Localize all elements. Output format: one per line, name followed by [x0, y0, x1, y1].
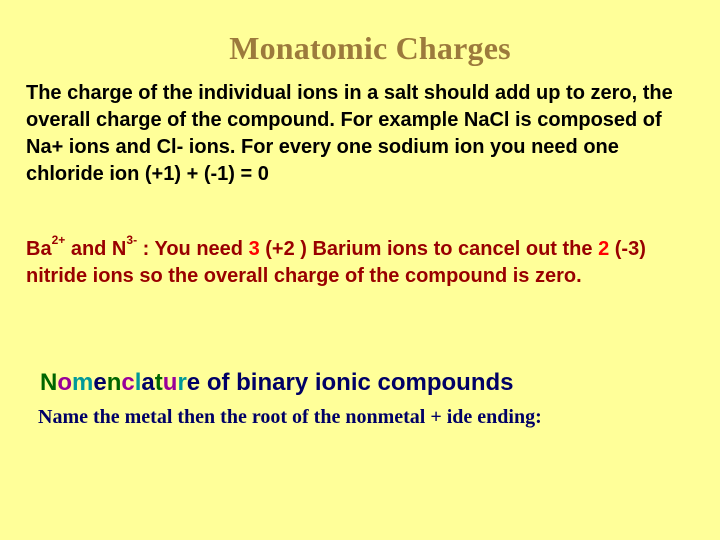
- nomenclature-letter: o: [57, 369, 73, 396]
- nomenclature-letter: e: [186, 369, 201, 396]
- nomenclature-letter: r: [177, 369, 187, 396]
- nomenclature-word: [40, 369, 200, 396]
- nomenclature-rest: of binary ionic compounds: [200, 369, 514, 396]
- nitride-count: 2: [598, 238, 610, 260]
- nomenclature-letter: t: [154, 369, 163, 396]
- paragraph-charge-balance: The charge of the individual ions in a salt should add up to zero, the overall charge of the compound. For example NaCl is composed of Na+ ions and Cl- ions. For every one sodium ion you need one chloride ion (+1) + (-1) = 0: [26, 82, 673, 185]
- nomenclature-letter: l: [134, 369, 142, 396]
- nitrogen-charge: 3-: [126, 233, 138, 247]
- slide-title: Monatomic Charges: [229, 30, 511, 66]
- nomenclature-letter: n: [106, 369, 122, 396]
- nomenclature-letter: c: [121, 369, 135, 396]
- barium-charge: 2+: [51, 233, 66, 247]
- naming-rule: Name the metal then the root of the nonmetal + ide ending:: [38, 406, 542, 428]
- barium-count: 3: [248, 238, 260, 260]
- need-text: : You need: [137, 238, 249, 260]
- nomenclature-heading: [40, 369, 720, 397]
- paragraph-barium-nitride: [26, 233, 696, 290]
- cancel-text: (+2 ) Barium ions to cancel out the: [259, 238, 599, 260]
- nomenclature-letter: N: [40, 369, 58, 396]
- end-text: (-3) nitride ions so the overall charge of the compound is zero.: [26, 238, 646, 287]
- barium-symbol: Ba: [26, 238, 52, 260]
- nomenclature-letter: a: [141, 369, 155, 396]
- nomenclature-letter: m: [72, 369, 94, 396]
- and-nitrogen-text: and N: [65, 238, 127, 260]
- nomenclature-letter: u: [162, 369, 178, 396]
- nomenclature-letter: e: [93, 369, 107, 396]
